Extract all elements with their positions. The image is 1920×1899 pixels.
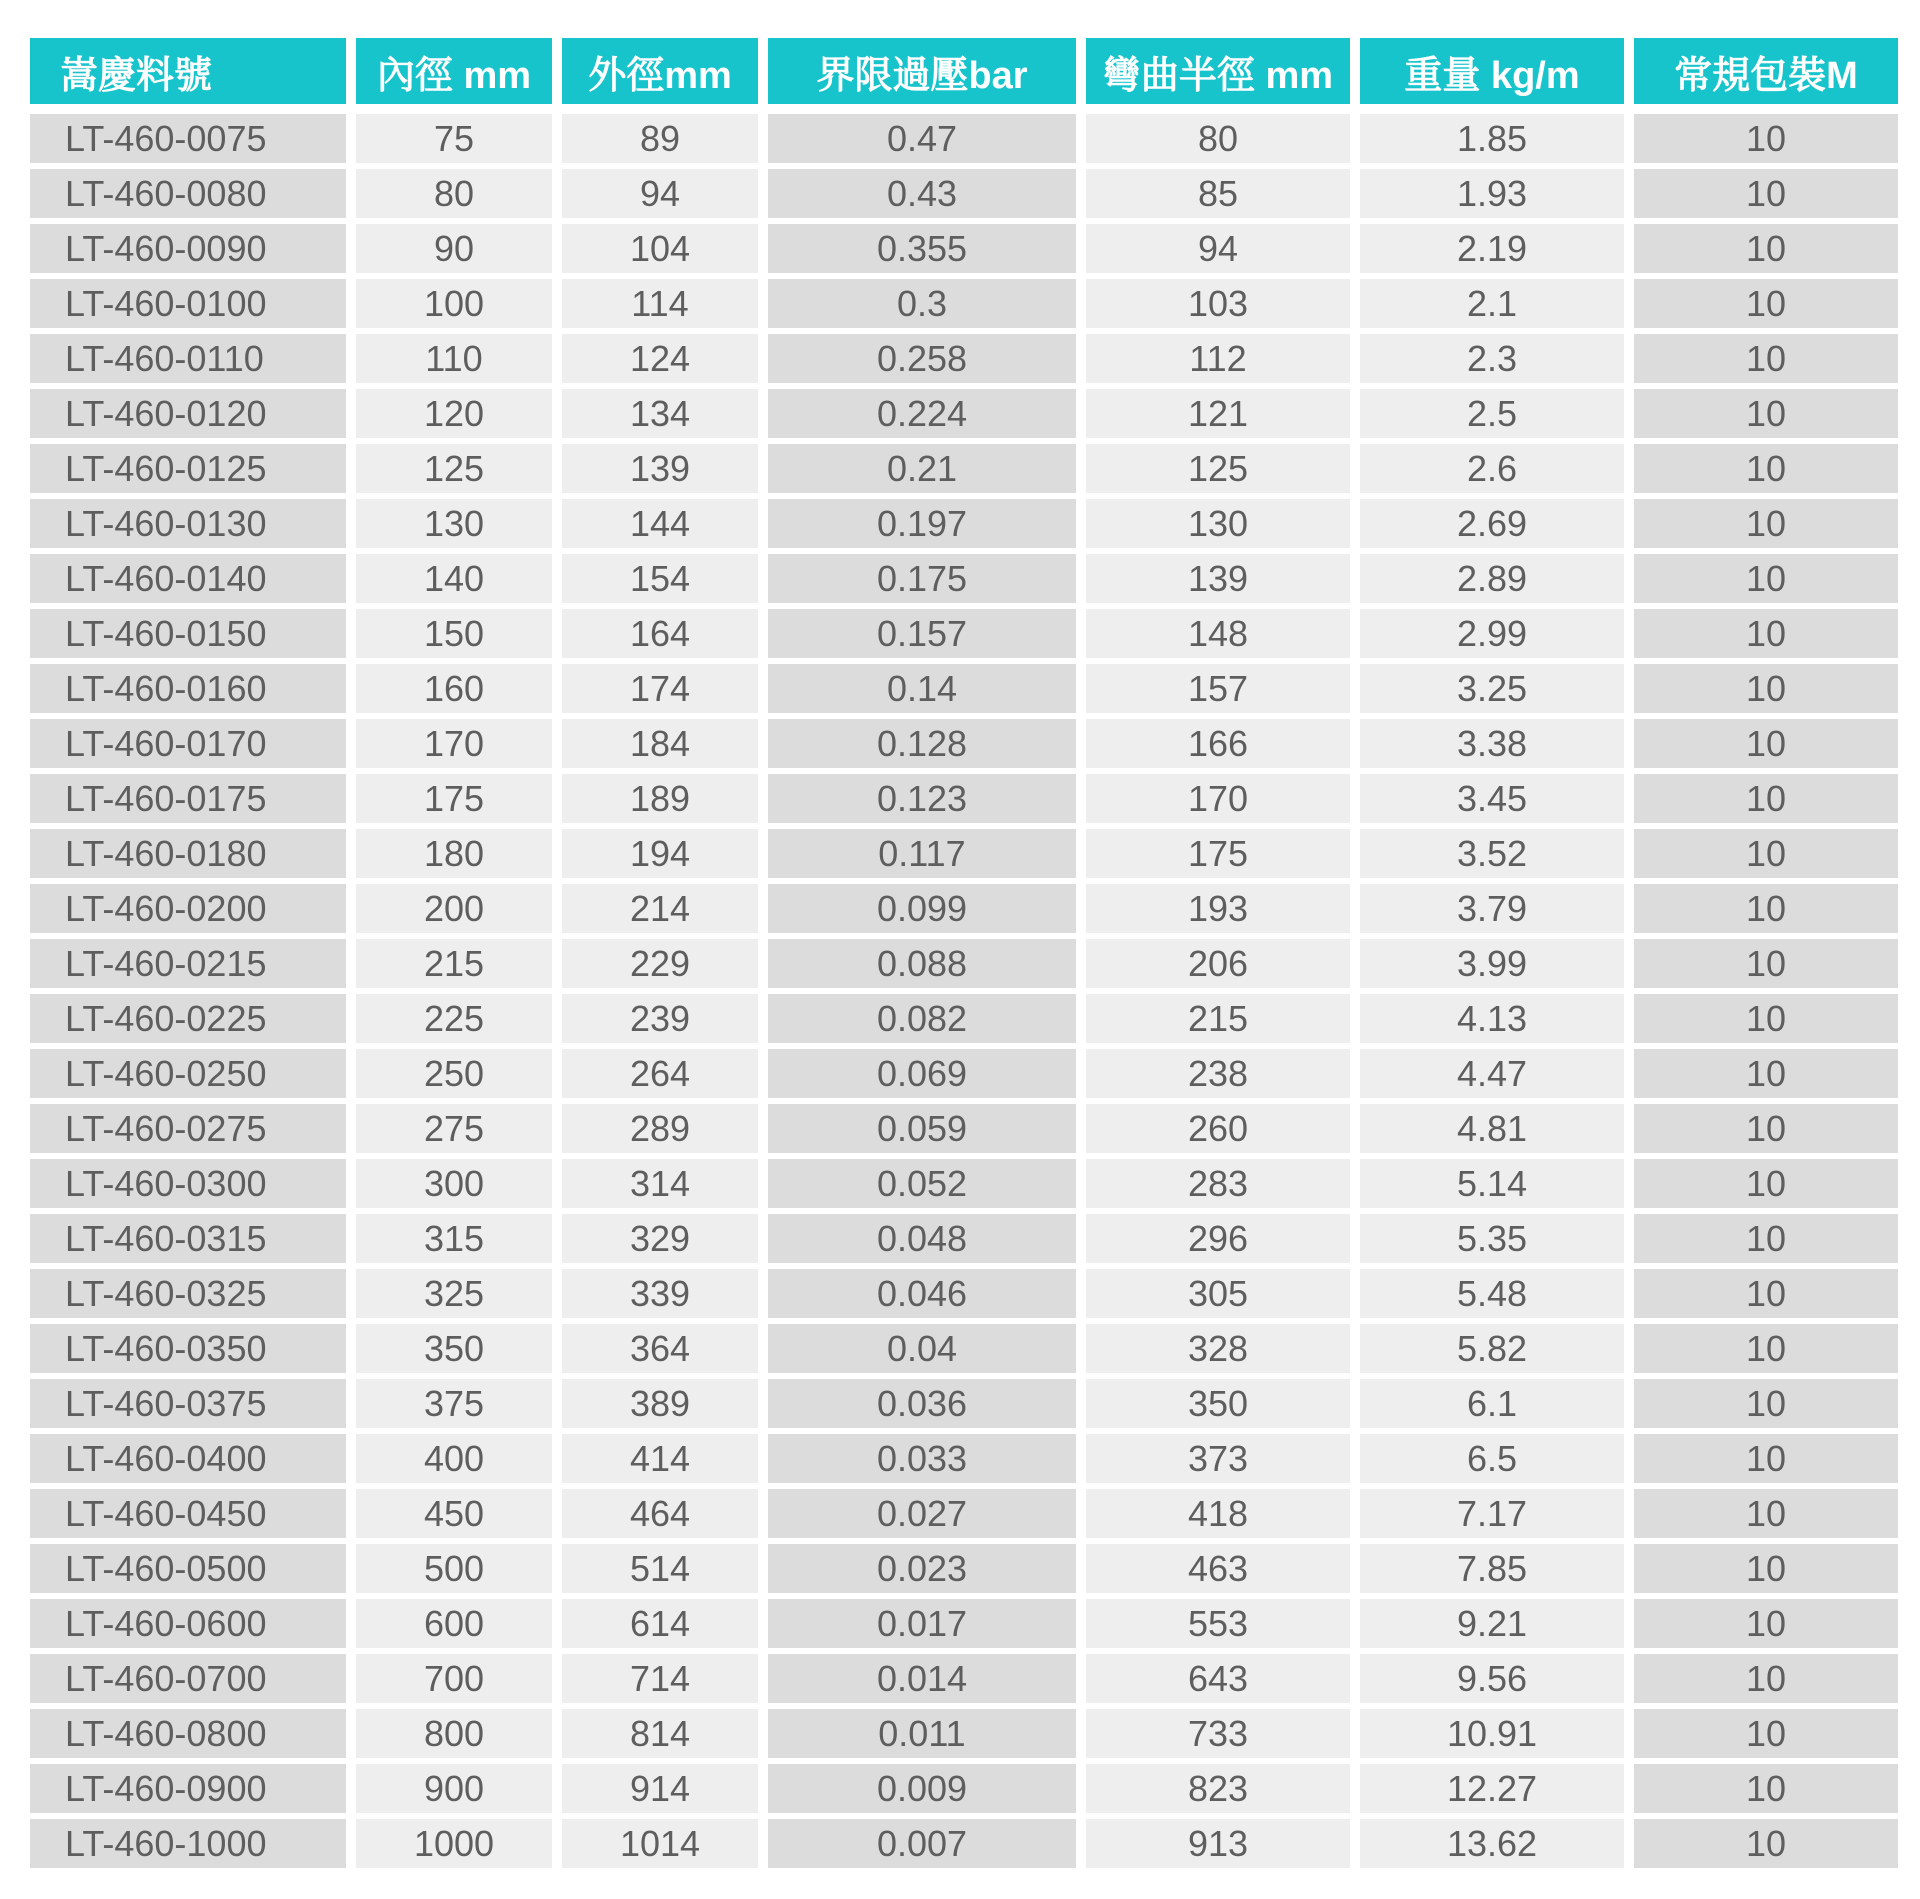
cell-limit-pressure: 0.224 <box>768 389 1076 444</box>
cell-part-number: LT-460-0215 <box>30 939 346 994</box>
cell-packaging: 10 <box>1634 829 1898 884</box>
table-row <box>30 169 1898 224</box>
cell-inner-diameter: 600 <box>356 1599 552 1654</box>
cell-limit-pressure: 0.048 <box>768 1214 1076 1269</box>
cell-inner-diameter: 300 <box>356 1159 552 1214</box>
cell-inner-diameter: 125 <box>356 444 552 499</box>
cell-part-number: LT-460-0160 <box>30 664 346 719</box>
cell-part-number: LT-460-0225 <box>30 994 346 1049</box>
cell-limit-pressure: 0.197 <box>768 499 1076 554</box>
cell-bend-radius: 121 <box>1086 389 1350 444</box>
cell-packaging: 10 <box>1634 1654 1898 1709</box>
cell-weight: 2.5 <box>1360 389 1624 444</box>
cell-inner-diameter: 1000 <box>356 1819 552 1874</box>
cell-inner-diameter: 130 <box>356 499 552 554</box>
cell-part-number: LT-460-0400 <box>30 1434 346 1489</box>
cell-weight: 7.17 <box>1360 1489 1624 1544</box>
cell-packaging: 10 <box>1634 1544 1898 1599</box>
cell-weight: 5.48 <box>1360 1269 1624 1324</box>
cell-weight: 5.82 <box>1360 1324 1624 1379</box>
cell-part-number: LT-460-0080 <box>30 169 346 224</box>
cell-limit-pressure: 0.023 <box>768 1544 1076 1599</box>
cell-weight: 4.13 <box>1360 994 1624 1049</box>
cell-weight: 13.62 <box>1360 1819 1624 1874</box>
header-outer-diameter: 外徑mm <box>562 38 758 114</box>
cell-weight: 3.79 <box>1360 884 1624 939</box>
cell-packaging: 10 <box>1634 1764 1898 1819</box>
cell-packaging: 10 <box>1634 444 1898 499</box>
cell-outer-diameter: 134 <box>562 389 758 444</box>
cell-part-number: LT-460-0200 <box>30 884 346 939</box>
cell-outer-diameter: 229 <box>562 939 758 994</box>
table-row <box>30 224 1898 279</box>
table-row <box>30 1379 1898 1434</box>
cell-limit-pressure: 0.128 <box>768 719 1076 774</box>
cell-bend-radius: 139 <box>1086 554 1350 609</box>
cell-outer-diameter: 814 <box>562 1709 758 1764</box>
cell-bend-radius: 553 <box>1086 1599 1350 1654</box>
table-row <box>30 994 1898 1049</box>
cell-outer-diameter: 289 <box>562 1104 758 1159</box>
cell-outer-diameter: 164 <box>562 609 758 664</box>
table-row <box>30 884 1898 939</box>
cell-outer-diameter: 114 <box>562 279 758 334</box>
cell-inner-diameter: 400 <box>356 1434 552 1489</box>
cell-outer-diameter: 144 <box>562 499 758 554</box>
cell-part-number: LT-460-0800 <box>30 1709 346 1764</box>
cell-inner-diameter: 350 <box>356 1324 552 1379</box>
table-header-row <box>30 38 1898 114</box>
cell-part-number: LT-460-0170 <box>30 719 346 774</box>
cell-weight: 5.14 <box>1360 1159 1624 1214</box>
table-row <box>30 1654 1898 1709</box>
cell-packaging: 10 <box>1634 1214 1898 1269</box>
table-row <box>30 939 1898 994</box>
cell-packaging: 10 <box>1634 114 1898 169</box>
table-row <box>30 334 1898 389</box>
cell-packaging: 10 <box>1634 1049 1898 1104</box>
cell-limit-pressure: 0.007 <box>768 1819 1076 1874</box>
cell-weight: 4.47 <box>1360 1049 1624 1104</box>
table-row <box>30 279 1898 334</box>
cell-limit-pressure: 0.033 <box>768 1434 1076 1489</box>
cell-bend-radius: 328 <box>1086 1324 1350 1379</box>
cell-limit-pressure: 0.046 <box>768 1269 1076 1324</box>
cell-limit-pressure: 0.355 <box>768 224 1076 279</box>
cell-part-number: LT-460-0075 <box>30 114 346 169</box>
cell-outer-diameter: 189 <box>562 774 758 829</box>
header-bend-radius: 彎曲半徑 mm <box>1086 38 1350 114</box>
cell-bend-radius: 373 <box>1086 1434 1350 1489</box>
cell-packaging: 10 <box>1634 1599 1898 1654</box>
cell-bend-radius: 130 <box>1086 499 1350 554</box>
table-row <box>30 114 1898 169</box>
table-row <box>30 1269 1898 1324</box>
cell-outer-diameter: 139 <box>562 444 758 499</box>
cell-inner-diameter: 150 <box>356 609 552 664</box>
cell-limit-pressure: 0.017 <box>768 1599 1076 1654</box>
cell-inner-diameter: 175 <box>356 774 552 829</box>
cell-limit-pressure: 0.21 <box>768 444 1076 499</box>
cell-packaging: 10 <box>1634 1104 1898 1159</box>
cell-limit-pressure: 0.059 <box>768 1104 1076 1159</box>
table-row <box>30 609 1898 664</box>
cell-weight: 10.91 <box>1360 1709 1624 1764</box>
cell-bend-radius: 643 <box>1086 1654 1350 1709</box>
cell-packaging: 10 <box>1634 939 1898 994</box>
header-weight: 重量 kg/m <box>1360 38 1624 114</box>
cell-packaging: 10 <box>1634 1324 1898 1379</box>
cell-packaging: 10 <box>1634 499 1898 554</box>
cell-packaging: 10 <box>1634 1269 1898 1324</box>
cell-limit-pressure: 0.04 <box>768 1324 1076 1379</box>
cell-weight: 2.1 <box>1360 279 1624 334</box>
header-limit-pressure: 界限過壓bar <box>768 38 1076 114</box>
cell-bend-radius: 103 <box>1086 279 1350 334</box>
cell-limit-pressure: 0.117 <box>768 829 1076 884</box>
cell-weight: 2.89 <box>1360 554 1624 609</box>
cell-part-number: LT-460-1000 <box>30 1819 346 1874</box>
cell-inner-diameter: 375 <box>356 1379 552 1434</box>
cell-packaging: 10 <box>1634 1489 1898 1544</box>
cell-bend-radius: 206 <box>1086 939 1350 994</box>
cell-outer-diameter: 184 <box>562 719 758 774</box>
table-row <box>30 389 1898 444</box>
cell-packaging: 10 <box>1634 719 1898 774</box>
cell-packaging: 10 <box>1634 664 1898 719</box>
table-row <box>30 499 1898 554</box>
cell-part-number: LT-460-0140 <box>30 554 346 609</box>
cell-weight: 7.85 <box>1360 1544 1624 1599</box>
cell-inner-diameter: 250 <box>356 1049 552 1104</box>
cell-weight: 12.27 <box>1360 1764 1624 1819</box>
cell-weight: 6.5 <box>1360 1434 1624 1489</box>
header-part-number: 嵩慶料號 <box>30 38 346 114</box>
cell-outer-diameter: 89 <box>562 114 758 169</box>
cell-outer-diameter: 214 <box>562 884 758 939</box>
cell-part-number: LT-460-0180 <box>30 829 346 884</box>
cell-part-number: LT-460-0300 <box>30 1159 346 1214</box>
cell-outer-diameter: 174 <box>562 664 758 719</box>
cell-inner-diameter: 90 <box>356 224 552 279</box>
cell-limit-pressure: 0.123 <box>768 774 1076 829</box>
cell-packaging: 10 <box>1634 224 1898 279</box>
cell-weight: 3.45 <box>1360 774 1624 829</box>
table-row <box>30 774 1898 829</box>
cell-inner-diameter: 110 <box>356 334 552 389</box>
cell-bend-radius: 283 <box>1086 1159 1350 1214</box>
header-packaging: 常規包裝M <box>1634 38 1898 114</box>
cell-outer-diameter: 514 <box>562 1544 758 1599</box>
cell-inner-diameter: 200 <box>356 884 552 939</box>
cell-outer-diameter: 714 <box>562 1654 758 1709</box>
table-row <box>30 1709 1898 1764</box>
cell-outer-diameter: 389 <box>562 1379 758 1434</box>
table-row <box>30 1324 1898 1379</box>
cell-limit-pressure: 0.47 <box>768 114 1076 169</box>
cell-limit-pressure: 0.082 <box>768 994 1076 1049</box>
cell-inner-diameter: 500 <box>356 1544 552 1599</box>
table-row <box>30 1049 1898 1104</box>
cell-part-number: LT-460-0250 <box>30 1049 346 1104</box>
cell-part-number: LT-460-0175 <box>30 774 346 829</box>
cell-weight: 9.56 <box>1360 1654 1624 1709</box>
table-row <box>30 1764 1898 1819</box>
cell-inner-diameter: 450 <box>356 1489 552 1544</box>
table-row <box>30 1819 1898 1874</box>
cell-packaging: 10 <box>1634 389 1898 444</box>
cell-bend-radius: 112 <box>1086 334 1350 389</box>
cell-bend-radius: 148 <box>1086 609 1350 664</box>
cell-weight: 3.38 <box>1360 719 1624 774</box>
cell-inner-diameter: 900 <box>356 1764 552 1819</box>
cell-packaging: 10 <box>1634 1159 1898 1214</box>
cell-limit-pressure: 0.069 <box>768 1049 1076 1104</box>
cell-inner-diameter: 275 <box>356 1104 552 1159</box>
cell-packaging: 10 <box>1634 279 1898 334</box>
cell-bend-radius: 260 <box>1086 1104 1350 1159</box>
cell-limit-pressure: 0.157 <box>768 609 1076 664</box>
table-row <box>30 664 1898 719</box>
cell-inner-diameter: 100 <box>356 279 552 334</box>
cell-limit-pressure: 0.3 <box>768 279 1076 334</box>
cell-outer-diameter: 104 <box>562 224 758 279</box>
cell-bend-radius: 296 <box>1086 1214 1350 1269</box>
cell-weight: 1.93 <box>1360 169 1624 224</box>
cell-outer-diameter: 339 <box>562 1269 758 1324</box>
cell-packaging: 10 <box>1634 334 1898 389</box>
cell-inner-diameter: 225 <box>356 994 552 1049</box>
cell-part-number: LT-460-0100 <box>30 279 346 334</box>
cell-bend-radius: 733 <box>1086 1709 1350 1764</box>
cell-outer-diameter: 239 <box>562 994 758 1049</box>
cell-bend-radius: 215 <box>1086 994 1350 1049</box>
cell-weight: 4.81 <box>1360 1104 1624 1159</box>
cell-limit-pressure: 0.014 <box>768 1654 1076 1709</box>
cell-inner-diameter: 120 <box>356 389 552 444</box>
table-row <box>30 1214 1898 1269</box>
cell-bend-radius: 463 <box>1086 1544 1350 1599</box>
cell-part-number: LT-460-0450 <box>30 1489 346 1544</box>
cell-bend-radius: 305 <box>1086 1269 1350 1324</box>
cell-bend-radius: 94 <box>1086 224 1350 279</box>
cell-inner-diameter: 160 <box>356 664 552 719</box>
cell-outer-diameter: 314 <box>562 1159 758 1214</box>
cell-weight: 5.35 <box>1360 1214 1624 1269</box>
cell-limit-pressure: 0.088 <box>768 939 1076 994</box>
cell-weight: 2.99 <box>1360 609 1624 664</box>
cell-weight: 6.1 <box>1360 1379 1624 1434</box>
cell-bend-radius: 418 <box>1086 1489 1350 1544</box>
cell-weight: 2.3 <box>1360 334 1624 389</box>
cell-part-number: LT-460-0350 <box>30 1324 346 1379</box>
cell-inner-diameter: 215 <box>356 939 552 994</box>
cell-bend-radius: 193 <box>1086 884 1350 939</box>
cell-bend-radius: 238 <box>1086 1049 1350 1104</box>
cell-part-number: LT-460-0130 <box>30 499 346 554</box>
table-row <box>30 1544 1898 1599</box>
cell-weight: 9.21 <box>1360 1599 1624 1654</box>
cell-packaging: 10 <box>1634 1379 1898 1434</box>
cell-packaging: 10 <box>1634 609 1898 664</box>
cell-part-number: LT-460-0125 <box>30 444 346 499</box>
cell-outer-diameter: 1014 <box>562 1819 758 1874</box>
cell-weight: 1.85 <box>1360 114 1624 169</box>
cell-bend-radius: 170 <box>1086 774 1350 829</box>
cell-bend-radius: 913 <box>1086 1819 1350 1874</box>
cell-part-number: LT-460-0600 <box>30 1599 346 1654</box>
cell-outer-diameter: 329 <box>562 1214 758 1269</box>
cell-inner-diameter: 180 <box>356 829 552 884</box>
cell-inner-diameter: 80 <box>356 169 552 224</box>
cell-outer-diameter: 364 <box>562 1324 758 1379</box>
cell-packaging: 10 <box>1634 1819 1898 1874</box>
cell-part-number: LT-460-0120 <box>30 389 346 444</box>
cell-inner-diameter: 140 <box>356 554 552 609</box>
cell-bend-radius: 85 <box>1086 169 1350 224</box>
cell-part-number: LT-460-0700 <box>30 1654 346 1709</box>
cell-packaging: 10 <box>1634 884 1898 939</box>
cell-packaging: 10 <box>1634 1709 1898 1764</box>
cell-packaging: 10 <box>1634 994 1898 1049</box>
cell-limit-pressure: 0.036 <box>768 1379 1076 1434</box>
cell-inner-diameter: 800 <box>356 1709 552 1764</box>
cell-bend-radius: 125 <box>1086 444 1350 499</box>
cell-limit-pressure: 0.175 <box>768 554 1076 609</box>
cell-bend-radius: 350 <box>1086 1379 1350 1434</box>
cell-bend-radius: 80 <box>1086 114 1350 169</box>
cell-weight: 3.25 <box>1360 664 1624 719</box>
cell-bend-radius: 166 <box>1086 719 1350 774</box>
table-row <box>30 1104 1898 1159</box>
cell-outer-diameter: 94 <box>562 169 758 224</box>
cell-weight: 2.69 <box>1360 499 1624 554</box>
cell-inner-diameter: 75 <box>356 114 552 169</box>
cell-weight: 2.6 <box>1360 444 1624 499</box>
table-row <box>30 1434 1898 1489</box>
cell-weight: 3.99 <box>1360 939 1624 994</box>
cell-bend-radius: 157 <box>1086 664 1350 719</box>
table-row <box>30 1489 1898 1544</box>
cell-outer-diameter: 194 <box>562 829 758 884</box>
cell-part-number: LT-460-0900 <box>30 1764 346 1819</box>
table-body <box>30 114 1898 1874</box>
cell-part-number: LT-460-0325 <box>30 1269 346 1324</box>
cell-limit-pressure: 0.43 <box>768 169 1076 224</box>
cell-outer-diameter: 414 <box>562 1434 758 1489</box>
cell-outer-diameter: 614 <box>562 1599 758 1654</box>
cell-inner-diameter: 325 <box>356 1269 552 1324</box>
cell-part-number: LT-460-0150 <box>30 609 346 664</box>
cell-part-number: LT-460-0315 <box>30 1214 346 1269</box>
cell-limit-pressure: 0.258 <box>768 334 1076 389</box>
table-row <box>30 1599 1898 1654</box>
cell-part-number: LT-460-0275 <box>30 1104 346 1159</box>
cell-part-number: LT-460-0110 <box>30 334 346 389</box>
cell-outer-diameter: 464 <box>562 1489 758 1544</box>
cell-limit-pressure: 0.052 <box>768 1159 1076 1214</box>
cell-outer-diameter: 914 <box>562 1764 758 1819</box>
cell-outer-diameter: 264 <box>562 1049 758 1104</box>
cell-limit-pressure: 0.099 <box>768 884 1076 939</box>
cell-part-number: LT-460-0375 <box>30 1379 346 1434</box>
spec-table <box>20 38 1908 1874</box>
cell-limit-pressure: 0.027 <box>768 1489 1076 1544</box>
table-row <box>30 1159 1898 1214</box>
cell-packaging: 10 <box>1634 1434 1898 1489</box>
cell-outer-diameter: 154 <box>562 554 758 609</box>
cell-weight: 2.19 <box>1360 224 1624 279</box>
cell-packaging: 10 <box>1634 774 1898 829</box>
cell-inner-diameter: 315 <box>356 1214 552 1269</box>
table-row <box>30 444 1898 499</box>
cell-bend-radius: 823 <box>1086 1764 1350 1819</box>
cell-limit-pressure: 0.14 <box>768 664 1076 719</box>
cell-limit-pressure: 0.011 <box>768 1709 1076 1764</box>
table-row <box>30 719 1898 774</box>
cell-inner-diameter: 700 <box>356 1654 552 1709</box>
cell-packaging: 10 <box>1634 554 1898 609</box>
cell-packaging: 10 <box>1634 169 1898 224</box>
cell-part-number: LT-460-0500 <box>30 1544 346 1599</box>
cell-weight: 3.52 <box>1360 829 1624 884</box>
table-row <box>30 554 1898 609</box>
cell-bend-radius: 175 <box>1086 829 1350 884</box>
header-inner-diameter: 內徑 mm <box>356 38 552 114</box>
table-row <box>30 829 1898 884</box>
cell-part-number: LT-460-0090 <box>30 224 346 279</box>
cell-outer-diameter: 124 <box>562 334 758 389</box>
cell-limit-pressure: 0.009 <box>768 1764 1076 1819</box>
cell-inner-diameter: 170 <box>356 719 552 774</box>
